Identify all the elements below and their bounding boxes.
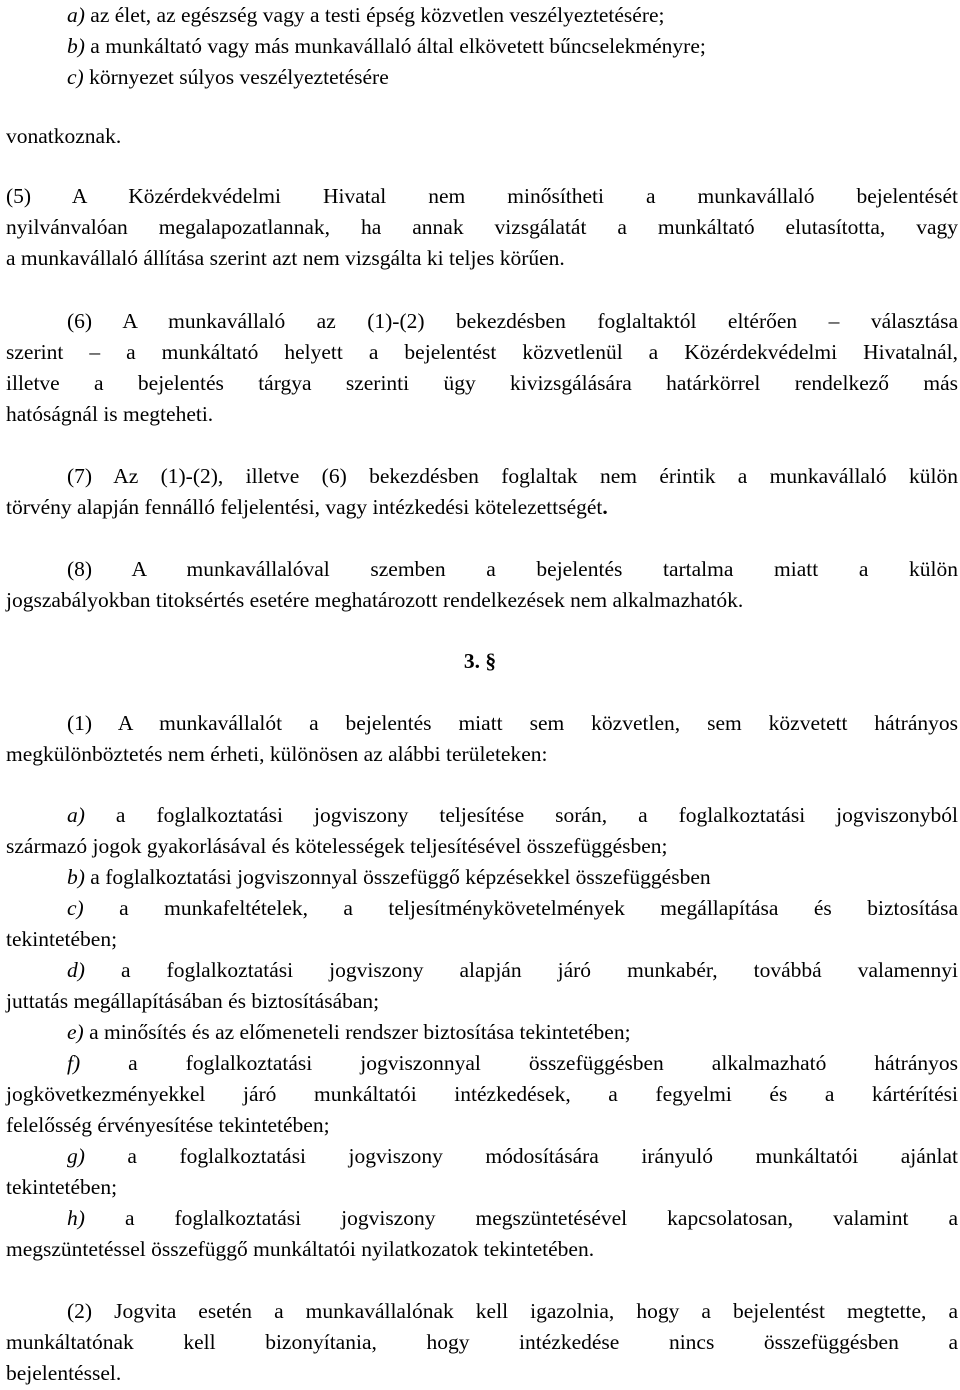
paragraph-line — [6, 492, 958, 523]
list-item — [6, 955, 958, 986]
item-mark: c) — [67, 896, 84, 920]
list-item — [6, 800, 958, 831]
list-item — [67, 62, 958, 93]
section3-list — [6, 800, 958, 1265]
paragraph-6 — [6, 306, 958, 430]
section3-paragraph-2 — [6, 1296, 958, 1389]
item-mark: f) — [67, 1051, 81, 1075]
paragraph-line: (1) A munkavállalót a bejelentés miatt sem közvetlen, sem közvetett hátrányos — [67, 711, 958, 735]
paragraph-5 — [6, 181, 958, 274]
paragraph-line: a munkavállaló állítása szerint azt nem vizsgálta ki teljes körűen. — [6, 246, 565, 270]
paragraph-8 — [6, 554, 958, 616]
list-item-continuation: származó jogok gyakorlásával és kötelességek teljesítésével összefüggésben; — [6, 834, 668, 858]
paragraph-line: (7) Az (1)-(2), illetve (6) bekezdésben foglaltak nem érintik a munkavállaló külön — [67, 464, 958, 488]
item-text: a foglalkoztatási jogviszony alapján járó munkabér, továbbá valamennyi — [84, 958, 958, 982]
item-text: a foglalkoztatási jogviszony módosítására irányuló munkáltatói ajánlat — [84, 1144, 958, 1168]
item-text: a foglalkoztatási jogviszonnyal összefüggő képzésekkel összefüggésben — [84, 865, 711, 889]
paragraph-line: bejelentéssel. — [6, 1361, 122, 1385]
item-text: környezet súlyos veszélyeztetésére — [83, 65, 389, 89]
item-mark: e) — [67, 1020, 84, 1044]
paragraph-line-text: törvény alapján fennálló feljelentési, vagy intézkedési kötelezettségét — [6, 495, 603, 519]
item-text: a munkafeltételek, a teljesítménykövetelmények megállapítása és biztosítása — [83, 896, 958, 920]
paragraph-line: szerint – a munkáltató helyett a bejelentést közvetlenül a Közérdekvédelmi Hivatalnál, — [6, 340, 958, 364]
list-item — [67, 0, 958, 31]
list-item — [6, 1048, 958, 1079]
item-text: az élet, az egészség vagy a testi épség közvetlen veszélyeztetésére; — [84, 3, 665, 27]
item-mark: c) — [67, 65, 84, 89]
list-item — [67, 31, 958, 62]
list-item — [6, 1141, 958, 1172]
top-list-tail: vonatkoznak. — [6, 124, 122, 148]
section-heading: 3. § — [463, 649, 497, 673]
item-text: a foglalkoztatási jogviszony teljesítése során, a foglalkoztatási jogviszonyból — [84, 803, 958, 827]
item-mark: a) — [67, 803, 85, 827]
item-text: a foglalkoztatási jogviszony megszüntetésével kapcsolatosan, valamint a — [84, 1206, 958, 1230]
section3-paragraph-1 — [6, 708, 958, 770]
paragraph-line: megkülönböztetés nem érheti, különösen az alábbi területeken: — [6, 742, 548, 766]
paragraph-line: (5) A Közérdekvédelmi Hivatal nem minősítheti a munkavállaló bejelentését — [6, 184, 958, 208]
item-mark: h) — [67, 1206, 85, 1230]
item-mark: g) — [67, 1144, 85, 1168]
item-text: a minősítés és az előmeneteli rendszer biztosítása tekintetében; — [83, 1020, 631, 1044]
list-item-continuation: juttatás megállapításában és biztosításában; — [6, 989, 380, 1013]
paragraph-line: (8) A munkavállalóval szemben a bejelentés tartalma miatt a külön — [67, 557, 958, 581]
list-item — [6, 1203, 958, 1234]
item-mark: b) — [67, 865, 85, 889]
item-text: a foglalkoztatási jogviszonnyal összefüggésben alkalmazható hátrányos — [80, 1051, 958, 1075]
list-item-continuation: tekintetében; — [6, 1175, 118, 1199]
bold-period: . — [602, 495, 608, 519]
list-item-continuation: jogkövetkezményekkel járó munkáltatói intézkedések, a fegyelmi és a kártérítési — [6, 1082, 958, 1106]
list-item — [6, 862, 958, 893]
list-item-continuation: megszüntetéssel összefüggő munkáltatói nyilatkozatok tekintetében. — [6, 1237, 595, 1261]
top-list — [67, 0, 958, 93]
item-mark: b) — [67, 34, 85, 58]
list-item — [6, 893, 958, 924]
paragraph-line: (2) Jogvita esetén a munkavállalónak kell igazolnia, hogy a bejelentést megtette, a — [67, 1299, 958, 1323]
paragraph-line: hatóságnál is megteheti. — [6, 402, 214, 426]
paragraph-line: jogszabályokban titoksértés esetére meghatározott rendelkezések nem alkalmazhatók. — [6, 588, 744, 612]
paragraph-line: nyilvánvalóan megalapozatlannak, ha annak vizsgálatát a munkáltató elutasította, vagy — [6, 215, 958, 239]
paragraph-line: munkáltatónak kell bizonyítania, hogy intézkedése nincs összefüggésben a — [6, 1330, 958, 1354]
paragraph-line: (6) A munkavállaló az (1)-(2) bekezdésben foglaltaktól eltérően – választása — [67, 309, 958, 333]
item-text: a munkáltató vagy más munkavállaló által elkövetett bűncselekményre; — [84, 34, 706, 58]
item-mark: d) — [67, 958, 85, 982]
list-item — [6, 1017, 958, 1048]
paragraph-7 — [6, 461, 958, 523]
item-mark: a) — [67, 3, 85, 27]
list-item-continuation: tekintetében; — [6, 927, 118, 951]
paragraph-line: illetve a bejelentés tárgya szerinti ügy kivizsgálására határkörrel rendelkező más — [6, 371, 958, 395]
list-item-continuation: felelősség érvényesítése tekintetében; — [6, 1113, 330, 1137]
